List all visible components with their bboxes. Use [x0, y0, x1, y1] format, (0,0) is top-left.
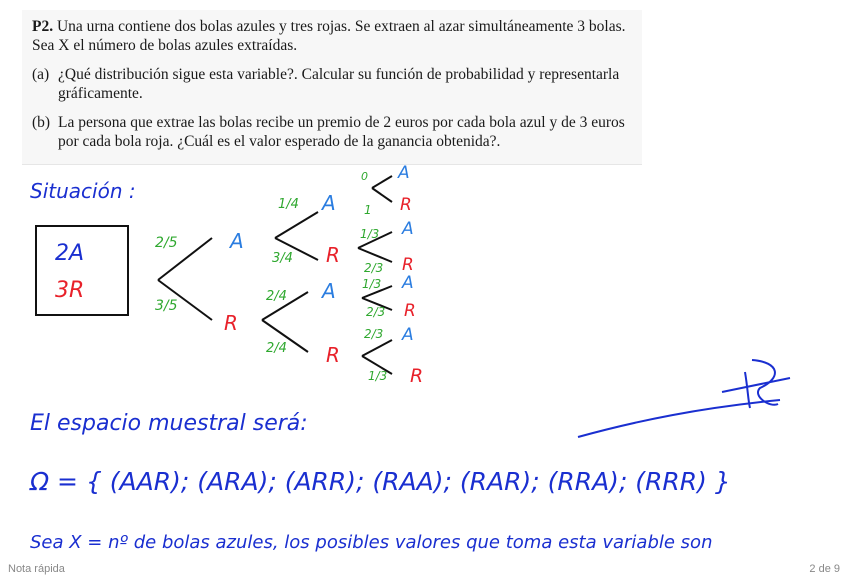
node-l3-2: R [400, 195, 412, 215]
prob-l3-5: 1/3 [362, 277, 382, 291]
node-l2-2: R [326, 243, 340, 267]
prob-l2-2: 3/4 [272, 251, 293, 266]
node-l1-r: R [224, 311, 238, 335]
node-l3-7: A [402, 325, 414, 345]
prob-l3-4: 2/3 [364, 261, 384, 275]
app-name: Nota rápida [8, 563, 65, 575]
prob-l3-2: 1 [364, 203, 372, 217]
prob-l2-3: 2/4 [266, 289, 287, 304]
prob-l3-7: 2/3 [364, 327, 384, 341]
signature-scribble [578, 360, 790, 437]
prob-l3-8: 1/3 [368, 369, 388, 383]
prob-l2-4: 2/4 [266, 341, 287, 356]
item-text: ¿Qué distribución sigue esta variable?. Calcular su función de probabilidad y representarla gráficamente. [58, 66, 620, 102]
problem-label: P2. [32, 18, 54, 35]
node-l2-1: A [322, 191, 336, 215]
prob-l1-r: 3/5 [155, 298, 178, 314]
node-l3-6: R [404, 301, 416, 321]
prob-l2-1: 1/4 [278, 197, 299, 212]
node-l2-3: A [322, 279, 336, 303]
item-label: (a) [32, 66, 50, 83]
node-l2-4: R [326, 343, 340, 367]
node-l1-a: A [230, 229, 244, 253]
node-l3-8: R [410, 365, 424, 387]
problem-intro: Una urna contiene dos bolas azules y tres rojas. Se extraen al azar simultáneamente 3 bolas. Sea X el número de bolas azules extraídas. [32, 18, 626, 54]
node-l3-1: A [398, 163, 410, 183]
urn-blue-count: 2A [55, 241, 85, 266]
node-l3-4: R [402, 255, 414, 275]
prob-l1-a: 2/5 [155, 235, 178, 251]
prob-l3-3: 1/3 [360, 227, 380, 241]
variable-definition: Sea X = nº de bolas azules, los posibles valores que toma esta variable son [30, 532, 713, 553]
espacio-muestral-heading: El espacio muestral será: [30, 411, 308, 436]
urn-red-count: 3R [55, 278, 85, 303]
sample-space: Ω = { (AAR); (ARA); (ARR); (RAA); (RAR); (RRA); (RRR) } [30, 467, 731, 496]
item-text: La persona que extrae las bolas recibe un premio de 2 euros por cada bola azul y de 3 euros por cada bola roja. ¿Cuál es el valor esperado de la ganancia obtenida?. [58, 114, 625, 150]
node-l3-5: A [402, 273, 414, 293]
node-l3-3: A [402, 219, 414, 239]
situacion-heading: Situación : [30, 179, 136, 203]
prob-l3-6: 2/3 [366, 305, 386, 319]
page-indicator: 2 de 9 [809, 563, 840, 575]
prob-l3-1: 0 [361, 170, 368, 183]
item-label: (b) [32, 114, 51, 131]
